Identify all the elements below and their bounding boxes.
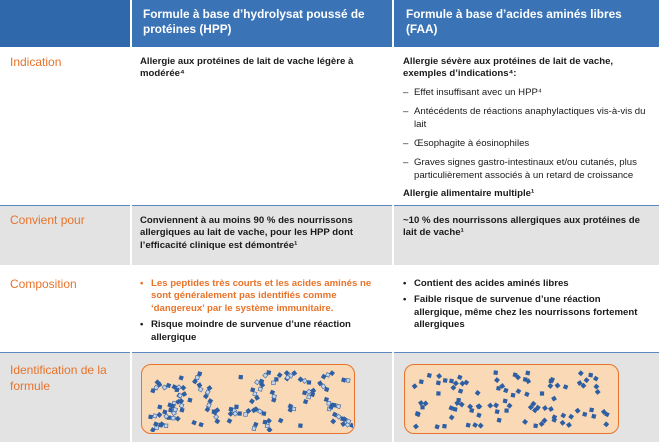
header-empty-cell	[0, 0, 130, 47]
particle	[253, 422, 258, 427]
particle	[260, 381, 264, 385]
particle	[412, 384, 417, 389]
particle	[303, 399, 308, 404]
particle	[593, 376, 598, 381]
column-divider	[130, 47, 132, 442]
particle	[272, 381, 276, 385]
particle	[449, 406, 454, 411]
particle	[252, 427, 256, 431]
row-label-identification: Identification de la formule	[10, 363, 107, 393]
faa-formula-illustration	[404, 364, 619, 434]
list-item: – Œsophagite à éosinophiles	[403, 138, 530, 150]
particle	[173, 407, 178, 412]
particle	[278, 418, 283, 423]
particle	[437, 392, 441, 396]
particle	[182, 392, 187, 397]
row-label-indication: Indication	[10, 55, 62, 69]
particle	[307, 381, 311, 385]
faa-particles-image	[405, 365, 617, 432]
dash-marker: –	[403, 106, 409, 118]
particle	[208, 399, 213, 404]
bullet-marker: •	[140, 278, 144, 289]
list-item: – Effet insuffisant avec un HPP⁴	[403, 86, 543, 98]
particle	[494, 378, 499, 383]
list-item: – Antécédents de réactions anaphylactiques vis-à-vis du lait	[403, 106, 646, 130]
particle	[249, 399, 254, 404]
particle	[350, 423, 353, 428]
particle	[436, 381, 440, 385]
dash-marker: –	[403, 157, 409, 169]
particle	[171, 416, 175, 420]
indication-hpp: Allergie aux protéines de lait de vache légère à modérée⁴	[140, 56, 354, 80]
particle	[458, 389, 463, 394]
composition-hpp	[140, 278, 380, 344]
particle	[175, 416, 180, 421]
particle	[336, 404, 340, 408]
hpp-particles-image	[142, 365, 353, 432]
particle	[255, 380, 260, 385]
list-item: • Faible risque de survenue d’une réaction allergique, même chez les nourrissons fortement allergiques	[403, 294, 638, 331]
particle	[302, 391, 306, 395]
composition-faa	[403, 278, 651, 332]
list-item: • Risque moindre de survenue d’une réaction allergique	[140, 319, 351, 343]
particle	[548, 407, 553, 412]
particle	[277, 373, 282, 378]
particle	[166, 383, 171, 388]
particle	[244, 413, 248, 417]
particle	[584, 378, 589, 383]
row-composition	[0, 265, 659, 353]
particle	[473, 423, 478, 428]
particle	[507, 403, 512, 408]
row-indication	[0, 47, 659, 206]
list-item: • Les peptides très courts et les acides aminés ne sont généralement pas identifiés comme ‘dangereux’ par le système immunitaire.	[140, 278, 372, 314]
particle	[494, 403, 499, 408]
particle	[274, 377, 278, 381]
particle	[421, 405, 425, 409]
particle	[157, 412, 162, 417]
particle	[451, 385, 456, 390]
particle	[331, 419, 336, 424]
particle	[192, 379, 197, 384]
particle	[589, 373, 593, 377]
bullet-marker: •	[403, 294, 407, 306]
particle	[179, 403, 184, 408]
particle	[258, 387, 263, 392]
particle	[267, 370, 271, 374]
row-label-composition: Composition	[10, 277, 77, 291]
particle	[250, 388, 254, 392]
particle	[418, 401, 423, 406]
particle	[253, 392, 257, 396]
particle	[266, 418, 271, 423]
particle	[179, 376, 184, 381]
particle	[321, 374, 326, 379]
particle	[197, 372, 201, 376]
list-item: – Graves signes gastro-intestinaux et/ou cutanés, plus particulièrement associés à un retard de croissance	[403, 157, 637, 181]
particle	[575, 408, 580, 413]
particle	[265, 424, 269, 428]
particle	[341, 422, 346, 427]
particle	[478, 423, 483, 428]
particle	[459, 402, 464, 407]
particle	[449, 379, 453, 383]
particle	[542, 406, 547, 411]
particle	[164, 424, 168, 428]
particle	[307, 395, 311, 399]
particle	[475, 390, 480, 395]
particle	[229, 407, 233, 411]
row-identification	[0, 353, 659, 442]
row-label-convient: Convient pour	[10, 213, 85, 227]
hpp-formula-illustration	[141, 364, 355, 434]
particle	[413, 424, 418, 429]
particle	[324, 387, 329, 392]
particle	[181, 385, 186, 390]
particle	[330, 371, 335, 376]
indication-faa	[403, 56, 651, 201]
particle	[437, 374, 442, 379]
particle	[346, 378, 350, 382]
row-convient	[0, 206, 659, 265]
particle	[466, 423, 470, 427]
header-hpp: Formule à base d’hydrolysat poussé de protéines (HPP)	[130, 0, 392, 47]
particle	[504, 388, 509, 393]
particle	[238, 412, 242, 416]
particle	[215, 419, 220, 424]
particle	[457, 375, 462, 380]
particle	[153, 414, 158, 419]
particle	[540, 392, 544, 396]
bullet-marker: •	[403, 278, 407, 289]
particle	[199, 422, 204, 427]
particle	[526, 371, 530, 375]
particle	[583, 412, 587, 416]
particle	[151, 388, 156, 393]
particle	[235, 405, 239, 409]
particle	[453, 381, 458, 386]
particle	[228, 411, 233, 416]
particle	[513, 373, 517, 377]
particle	[427, 373, 431, 377]
particle	[292, 407, 296, 411]
particle	[561, 413, 566, 418]
particle	[495, 409, 499, 413]
particle	[525, 392, 530, 397]
particle	[419, 380, 423, 384]
particle	[214, 414, 219, 419]
particle	[192, 420, 197, 425]
particle	[552, 396, 557, 401]
particle	[555, 383, 560, 388]
particle	[589, 408, 593, 412]
dash-marker: –	[403, 86, 409, 98]
particle	[227, 419, 232, 424]
bullet-marker: •	[140, 319, 144, 331]
particle	[188, 398, 192, 402]
particle	[477, 413, 482, 418]
particle	[516, 389, 521, 394]
particle	[592, 414, 596, 418]
particle	[255, 395, 260, 400]
particle	[595, 389, 600, 394]
particle	[270, 390, 275, 395]
particle	[505, 409, 509, 413]
particle	[523, 419, 528, 424]
particle	[460, 381, 465, 386]
particle	[511, 393, 515, 397]
particle	[578, 371, 583, 376]
particle	[534, 424, 538, 428]
indication-faa-outro: Allergie alimentaire multiple¹	[403, 188, 535, 200]
particle	[158, 405, 162, 409]
particle	[497, 418, 501, 422]
column-divider	[392, 47, 394, 442]
particle	[503, 399, 507, 403]
particle	[180, 408, 184, 412]
indication-faa-intro: Allergie sévère aux protéines de lait de vache, exemples d’indications⁴:	[403, 56, 614, 80]
particle	[298, 424, 302, 428]
particle	[496, 386, 500, 390]
particle	[494, 371, 498, 375]
particle	[449, 415, 454, 420]
particle	[341, 378, 345, 382]
particle	[443, 378, 447, 382]
particle	[169, 408, 173, 412]
particle	[566, 422, 571, 427]
particle	[298, 377, 303, 382]
particle	[548, 383, 553, 388]
convient-hpp: Conviennent à au moins 90 % des nourrissons allergiques au lait de vache, pour les HPP dont l’efficacité clinique est démontrée¹	[140, 215, 354, 251]
convient-faa: ~10 % des nourrissons allergiques aux protéines de lait de vache¹	[403, 215, 640, 239]
particle	[324, 397, 328, 401]
particle	[488, 403, 493, 408]
particle	[569, 414, 574, 419]
particle	[175, 388, 179, 392]
header-faa: Formule à base d’acides aminés libres (FAA)	[392, 0, 659, 47]
particle	[594, 384, 599, 389]
particle	[205, 407, 210, 412]
particle	[262, 411, 266, 415]
list-item: • Contient des acides aminés libres	[403, 278, 569, 289]
particle	[604, 422, 609, 427]
particle	[195, 376, 199, 380]
particle	[197, 383, 202, 388]
particle	[453, 407, 457, 411]
particle	[239, 375, 243, 379]
particle	[435, 424, 440, 429]
particle	[560, 420, 565, 425]
particle	[563, 385, 568, 390]
dash-marker: –	[403, 138, 409, 150]
indication-faa-list	[403, 87, 651, 182]
particle	[149, 415, 153, 419]
particle	[442, 424, 446, 428]
